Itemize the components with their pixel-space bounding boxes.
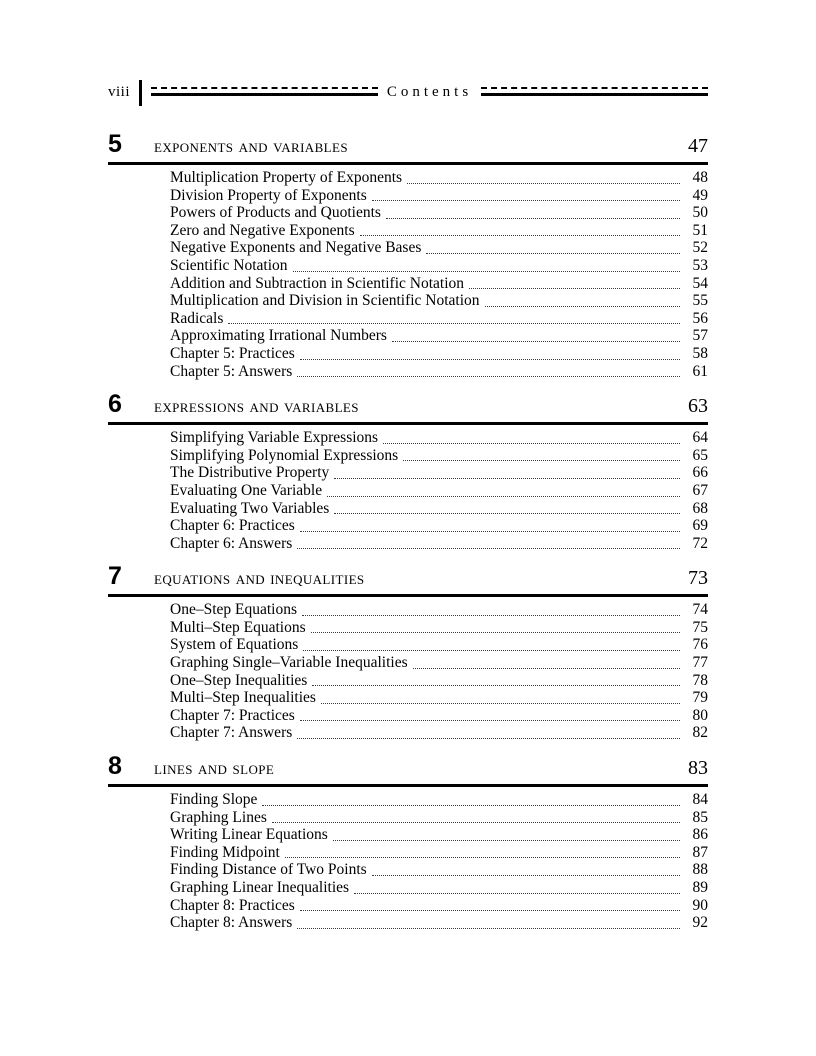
toc-dot-leader xyxy=(403,460,680,461)
toc-entry[interactable] xyxy=(170,239,708,257)
toc-entry-title: Evaluating One Variable xyxy=(170,481,323,499)
toc-entry-page-number: 89 xyxy=(692,879,708,896)
toc-entry[interactable] xyxy=(170,500,708,518)
toc-entry-page-number: 92 xyxy=(692,914,708,932)
toc-entry-title: Multi–Step Inequalities xyxy=(170,689,316,707)
toc-entry-page-number: 52 xyxy=(692,239,708,257)
toc-entry-page-number: 69 xyxy=(692,517,708,535)
toc-entry[interactable] xyxy=(170,914,708,932)
toc-dot-leader xyxy=(297,376,680,377)
toc-dot-leader xyxy=(285,857,680,858)
toc-entry-title: Chapter 5: Practices xyxy=(170,344,295,362)
chapter-number: 7 xyxy=(108,562,122,591)
toc-dot-leader xyxy=(413,668,680,669)
toc-entry[interactable] xyxy=(170,345,708,363)
toc-dot-leader xyxy=(386,218,680,219)
toc-entry-page-number: 75 xyxy=(692,618,708,636)
toc-entry-title: Chapter 7: Answers xyxy=(170,724,293,742)
toc-entry[interactable] xyxy=(170,222,708,240)
toc-entry-page-number: 68 xyxy=(692,499,708,517)
toc-dot-leader xyxy=(426,253,680,254)
chapter-page-number: 83 xyxy=(688,757,708,780)
chapter-entry-list xyxy=(108,791,708,932)
toc-entry[interactable] xyxy=(170,809,708,827)
toc-entry-title: Finding Midpoint xyxy=(170,843,280,861)
toc-dot-leader xyxy=(392,341,680,342)
page-folio: viii xyxy=(108,83,131,100)
chapter-entry-list xyxy=(108,429,708,552)
toc-dot-leader xyxy=(334,513,680,514)
toc-entry-title: Evaluating Two Variables xyxy=(170,499,330,517)
toc-entry-page-number: 55 xyxy=(692,292,708,310)
header-dashed-rule-left xyxy=(151,87,378,89)
header-solid-rule-right xyxy=(481,93,708,96)
toc-entry-page-number: 65 xyxy=(692,446,708,464)
chapter-page-number: 73 xyxy=(688,567,708,590)
chapter-spacer xyxy=(108,554,708,564)
toc-entry-page-number: 88 xyxy=(692,861,708,879)
toc-entry[interactable] xyxy=(170,619,708,637)
toc-dot-leader xyxy=(321,703,680,704)
toc-entry-title: Zero and Negative Exponents xyxy=(170,221,355,239)
chapter-number: 5 xyxy=(108,130,122,158)
toc-entry-title: Chapter 5: Answers xyxy=(170,362,293,380)
toc-entry-page-number: 87 xyxy=(692,843,708,861)
header-rule-left xyxy=(151,87,378,99)
toc-entry-page-number: 49 xyxy=(692,186,708,204)
toc-entry[interactable] xyxy=(170,654,708,672)
toc-dot-leader xyxy=(297,738,680,739)
chapter-block xyxy=(108,744,708,932)
toc-entry-page-number: 72 xyxy=(692,534,708,552)
toc-entry[interactable] xyxy=(170,257,708,275)
toc-dot-leader xyxy=(354,893,680,894)
chapter-heading[interactable] xyxy=(108,392,708,425)
toc-entry[interactable] xyxy=(170,689,708,707)
toc-entry[interactable] xyxy=(170,861,708,879)
toc-entry[interactable] xyxy=(170,464,708,482)
toc-dot-leader xyxy=(300,531,680,532)
toc-dot-leader xyxy=(469,288,680,289)
toc-entry-page-number: 79 xyxy=(692,689,708,707)
toc-entry-title: Writing Linear Equations xyxy=(170,826,328,844)
toc-entry-title: Addition and Subtraction in Scientific Notation xyxy=(170,274,465,292)
chapter-number: 6 xyxy=(108,390,122,419)
toc-entry[interactable] xyxy=(170,707,708,725)
toc-dot-leader xyxy=(228,323,680,324)
toc-entry-page-number: 50 xyxy=(692,204,708,222)
toc-dot-leader xyxy=(297,548,680,549)
toc-entry[interactable] xyxy=(170,897,708,915)
chapter-title: expressions and variables xyxy=(154,396,359,418)
toc-entry-page-number: 54 xyxy=(692,274,708,292)
chapter-page-number: 47 xyxy=(688,135,708,157)
toc-entry-page-number: 78 xyxy=(692,671,708,689)
toc-entry-page-number: 77 xyxy=(692,654,708,672)
toc-entry-title: One–Step Inequalities xyxy=(170,671,308,689)
toc-entry-page-number: 64 xyxy=(692,429,708,447)
toc-entry-title: Chapter 6: Practices xyxy=(170,517,295,535)
toc-entry-title: Negative Exponents and Negative Bases xyxy=(170,239,422,257)
toc-entry-page-number: 74 xyxy=(692,601,708,619)
toc-entry-title: Graphing Linear Inequalities xyxy=(170,879,350,896)
toc-entry[interactable] xyxy=(170,169,708,187)
toc-dot-leader xyxy=(407,183,680,184)
toc-entry[interactable] xyxy=(170,724,708,742)
toc-dot-leader xyxy=(372,200,680,201)
toc-dot-leader xyxy=(302,615,680,616)
toc-entry-title: Chapter 8: Practices xyxy=(170,896,295,914)
chapter-spacer xyxy=(108,382,708,392)
toc-entry[interactable] xyxy=(170,636,708,654)
toc-entry-page-number: 61 xyxy=(692,362,708,380)
chapter-block xyxy=(108,554,708,742)
toc-entry[interactable] xyxy=(170,204,708,222)
chapter-entry-list xyxy=(108,169,708,380)
header-dashed-rule-right xyxy=(481,87,708,89)
toc-entry[interactable] xyxy=(170,672,708,690)
toc-entry[interactable] xyxy=(170,310,708,328)
folio-divider-bar xyxy=(139,80,142,106)
toc-dot-leader xyxy=(372,875,680,876)
toc-entry[interactable] xyxy=(170,879,708,897)
toc-dot-leader xyxy=(485,306,680,307)
toc-entry[interactable] xyxy=(170,826,708,844)
toc-dot-leader xyxy=(383,443,680,444)
toc-entry[interactable] xyxy=(170,517,708,535)
toc-entry-page-number: 48 xyxy=(692,169,708,186)
toc-entry[interactable] xyxy=(170,187,708,205)
chapter-heading[interactable] xyxy=(108,564,708,597)
chapter-block xyxy=(108,382,708,552)
toc-entry[interactable] xyxy=(170,535,708,553)
table-of-contents xyxy=(108,132,708,934)
toc-entry-page-number: 80 xyxy=(692,706,708,724)
chapter-title: equations and inequalities xyxy=(154,568,365,590)
toc-dot-leader xyxy=(297,928,680,929)
toc-dot-leader xyxy=(312,685,680,686)
toc-entry[interactable] xyxy=(170,844,708,862)
toc-dot-leader xyxy=(311,632,680,633)
toc-entry-page-number: 90 xyxy=(692,896,708,914)
toc-dot-leader xyxy=(300,359,680,360)
toc-dot-leader xyxy=(272,822,680,823)
toc-entry-title: Finding Distance of Two Points xyxy=(170,861,367,879)
header-title: Contents xyxy=(386,83,473,100)
toc-entry-title: Radicals xyxy=(170,309,224,327)
toc-entry-page-number: 51 xyxy=(692,221,708,239)
toc-entry-title: Graphing Lines xyxy=(170,808,267,826)
toc-entry-page-number: 66 xyxy=(692,464,708,482)
header-rule-right xyxy=(481,87,708,99)
toc-entry-page-number: 56 xyxy=(692,309,708,327)
running-header xyxy=(108,76,708,110)
toc-entry[interactable] xyxy=(170,292,708,310)
chapter-title: lines and slope xyxy=(154,758,275,780)
toc-entry-title: Scientific Notation xyxy=(170,256,288,274)
toc-entry-page-number: 67 xyxy=(692,481,708,499)
toc-entry-page-number: 53 xyxy=(692,256,708,274)
toc-entry-title: The Distributive Property xyxy=(170,464,330,482)
toc-entry[interactable] xyxy=(170,791,708,809)
toc-entry-title: Division Property of Exponents xyxy=(170,186,367,204)
toc-dot-leader xyxy=(300,720,680,721)
chapter-entry-list xyxy=(108,601,708,742)
toc-entry[interactable] xyxy=(170,327,708,345)
toc-entry-title: System of Equations xyxy=(170,636,299,654)
toc-dot-leader xyxy=(293,271,680,272)
toc-entry-title: Chapter 7: Practices xyxy=(170,706,295,724)
toc-entry-page-number: 84 xyxy=(692,791,708,809)
toc-entry[interactable] xyxy=(170,447,708,465)
toc-entry-title: Powers of Products and Quotients xyxy=(170,204,381,222)
toc-entry[interactable] xyxy=(170,601,708,619)
toc-entry-page-number: 58 xyxy=(692,344,708,362)
toc-entry-page-number: 57 xyxy=(692,327,708,345)
toc-entry-title: Simplifying Variable Expressions xyxy=(170,429,379,447)
toc-entry-page-number: 76 xyxy=(692,636,708,654)
toc-entry-title: Multiplication and Division in Scientific Notation xyxy=(170,292,480,310)
toc-entry-title: Simplifying Polynomial Expressions xyxy=(170,446,399,464)
toc-entry[interactable] xyxy=(170,429,708,447)
chapter-block xyxy=(108,132,708,380)
chapter-heading[interactable] xyxy=(108,754,708,787)
header-solid-rule-left xyxy=(151,93,378,96)
chapter-title: exponents and variables xyxy=(154,136,348,157)
toc-dot-leader xyxy=(327,496,680,497)
toc-entry-title: Multi–Step Equations xyxy=(170,618,306,636)
toc-entry-title: Chapter 6: Answers xyxy=(170,534,293,552)
toc-entry[interactable] xyxy=(170,482,708,500)
toc-entry-page-number: 85 xyxy=(692,808,708,826)
toc-dot-leader xyxy=(300,910,680,911)
toc-entry[interactable] xyxy=(170,275,708,293)
toc-dot-leader xyxy=(262,805,680,806)
toc-entry-title: Chapter 8: Answers xyxy=(170,914,293,932)
toc-entry-page-number: 86 xyxy=(692,826,708,844)
toc-entry-title: Finding Slope xyxy=(170,791,258,809)
toc-entry[interactable] xyxy=(170,363,708,381)
chapter-heading[interactable] xyxy=(108,132,708,165)
toc-dot-leader xyxy=(333,840,680,841)
toc-dot-leader xyxy=(334,478,680,479)
chapter-number: 8 xyxy=(108,752,122,781)
toc-entry-page-number: 82 xyxy=(692,724,708,742)
toc-dot-leader xyxy=(303,650,680,651)
toc-dot-leader xyxy=(360,235,680,236)
toc-entry-title: One–Step Equations xyxy=(170,601,297,619)
toc-entry-title: Multiplication Property of Exponents xyxy=(170,169,403,186)
chapter-spacer xyxy=(108,744,708,754)
toc-entry-title: Approximating Irrational Numbers xyxy=(170,327,387,345)
toc-entry-title: Graphing Single–Variable Inequalities xyxy=(170,654,408,672)
chapter-page-number: 63 xyxy=(688,395,708,418)
